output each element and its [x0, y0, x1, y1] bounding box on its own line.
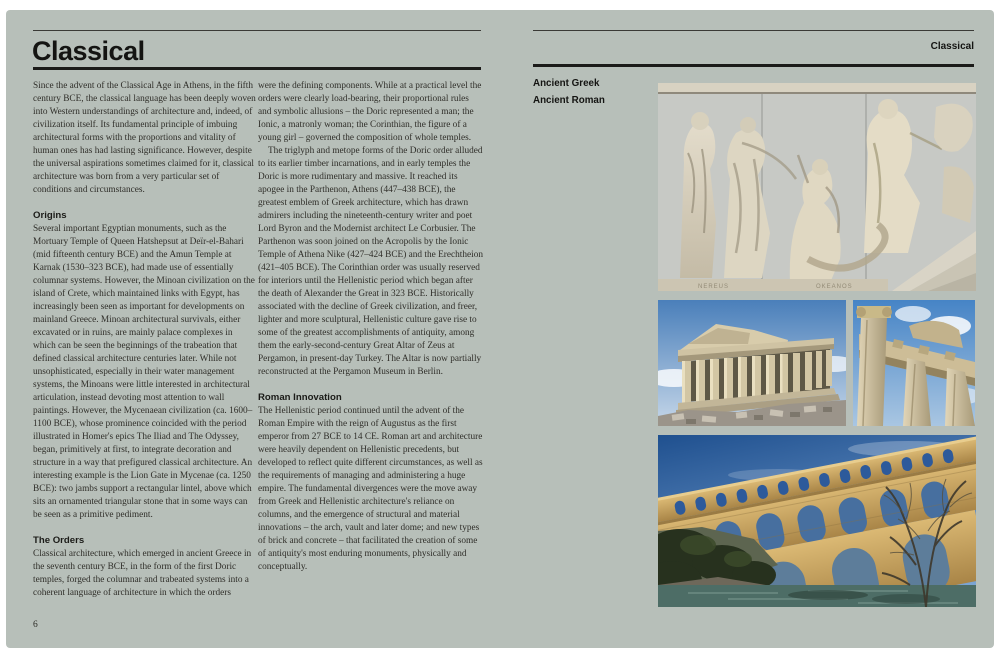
right-header-rule-top	[533, 30, 974, 31]
page-spread	[6, 10, 994, 648]
ancient-columns-photo	[853, 300, 975, 426]
label-ancient-greek: Ancient Greek	[533, 78, 600, 89]
left-header-rule-bottom	[33, 67, 481, 70]
page-number: 6	[33, 620, 38, 630]
page-title: Classical	[32, 36, 145, 66]
parthenon-photo	[658, 300, 846, 426]
frieze-inscription-nereus: NEREUS	[698, 284, 730, 290]
right-header-rule-bottom	[533, 64, 974, 67]
left-header-rule-top	[33, 30, 481, 31]
roman-aqueduct-photo	[658, 435, 976, 607]
roman-innovation-paragraph: The Hellenistic period continued until the advent of the Roman Empire with the reign of Augustus as the first emperor from 27 BCE to 14 CE. Roman art and architecture were heavily dependent on Hellenistic precedents, but developed to reflect quite different circumstances, as well as the requirements of managing and administering a huge empire. The fundamental divergences were the move away from Greek and Hellenistic architecture's reliance on columns, and the emergence of structural and material innovations – the arch, vault and later dome; and new types of brick and concrete – that facilitated the creation of some of antiquity's most enduring monuments, physically and conceptually.	[258, 406, 483, 572]
pergamon-altar-frieze-photo	[658, 83, 976, 291]
orders-heading: The Orders	[33, 535, 85, 546]
orders-paragraph: Classical architecture, which emerged in ancient Greece in the seventh century BCE, in the form of the first Doric temples, forged the columnar and trabeated systems into a coherent language of architecture in which the orders	[33, 549, 252, 598]
intro-paragraph: Since the advent of the Classical Age in Athens, in the fifth century BCE, the classical language has been deeply woven into Western understandings of architecture and, indeed, of civilization itself. Its fundamental principle of imbuing architectural forms with the proportions and vitality of human ones has had lasting significance. However, despite the universal aspirations sometimes claimed for it, classical architecture was born from a very particular set of conditions and circumstances.	[33, 81, 256, 195]
roman-innovation-heading: Roman Innovation	[258, 392, 342, 403]
left-column-1	[33, 80, 256, 600]
left-column-2	[258, 80, 483, 574]
frieze-inscription-okeanos: OKEANOS	[816, 284, 853, 290]
triglyph-paragraph: The triglyph and metope forms of the Doric order alluded to its earlier timber incarnations, and in early temples the Doric is more rudimentary and massive. It reached its apogee in the Parthenon, Athens (447–438 BCE), the greatest emblem of Greek architecture, which has drawn admirers including the nineteenth-century writer and poet Lord Byron and the Modernist architect Le Corbusier. The Parthenon was soon joined on the Acropolis by the Ionic Temple of Athena Nike (427–424 BCE) and the Erechtheion (421–405 BCE). The Corinthian order was usually reserved for interiors until the Hellenistic period which began after the death of Alexander the Great in 323 BCE. Historically associated with the decline of Greek civilization, and freer, lighter and more sculptural, Hellenistic culture gave rise to some of the greatest accomplishments of antiquity, among them the early-second-century Great Altar of Zeus at Pergamon, in present-day Turkey. The Altar is now partially reconstructed at the Pergamon Museum in Berlin.	[258, 146, 483, 377]
label-ancient-roman: Ancient Roman	[533, 95, 605, 106]
origins-heading: Origins	[33, 210, 67, 221]
running-head: Classical	[930, 41, 974, 52]
origins-paragraph: Several important Egyptian monuments, such as the Mortuary Temple of Queen Hatshepsut at Deïr-el-Bahari (mid fifteenth century BCE) and the Amun Temple at Karnak (1530–323 BCE), had made use of essentially columnar systems. However, the Minoan civilization on the island of Crete, which maintained links with Egypt, has increasingly been seen as important for developments on mainland Greece. Minoan architectural survivals, either excavated or in ruins, are mainly palace complexes in which can be seen the beginnings of the trabeation that defined classical architecture centuries later. While not unsophisticated, especially in their water management systems, the Minoans were little interested in architectural articulation, instead devoting most attention to wall paintings. However, the Mycenaean civilization (ca. 1600–1100 BCE), whose prominence coincided with the period illustrated in Homer's epics The Iliad and The Odyssey, began, primitively at first, to integrate decoration and structure in a way that prefigured classical architecture. An interesting example is the Lion Gate in Mycenae (ca. 1250 BCE): two jambs support a rectangular lintel, above which sits an ornamented triangular stone that in some ways can be seen as a primitive pediment.	[33, 224, 255, 520]
orders-continued-paragraph: were the defining components. While at a practical level the orders were clearly load-bearing, their proportional rules and symbolic allusions – the Doric represented a man; the Ionic, a matronly woman; the Corinthian, the figure of a young girl – governed the composition of whole temples.	[258, 81, 482, 143]
